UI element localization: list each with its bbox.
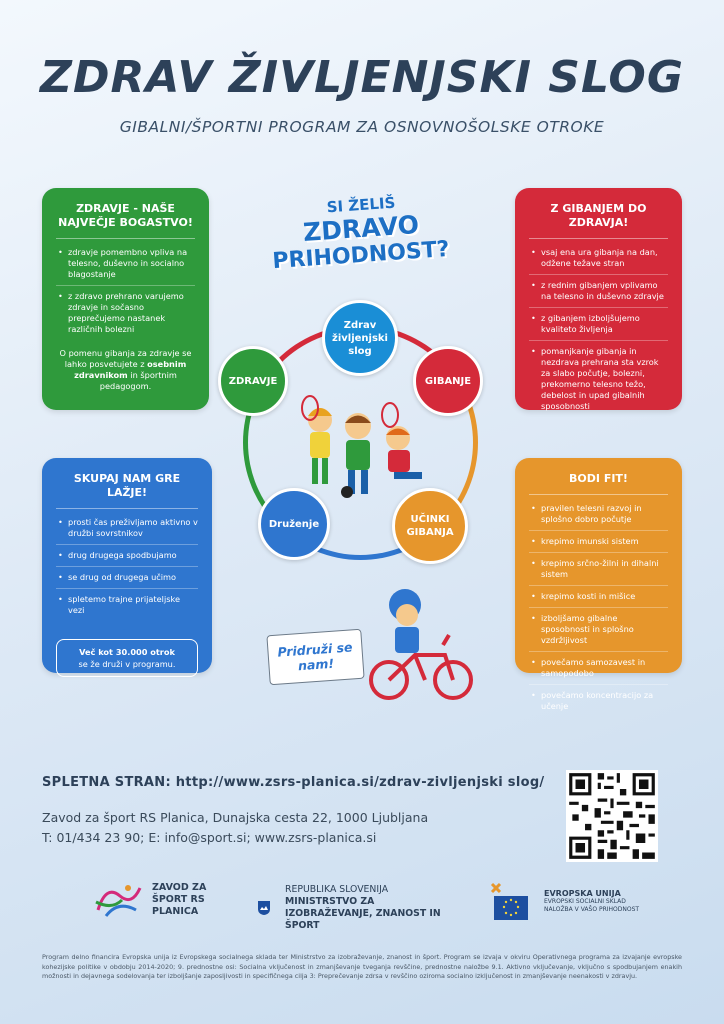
list-item: • se drug od drugega učimo [56,572,198,589]
list-item: • krepimo srčno-žilni in dihalni sistem [529,558,668,586]
playing-kids-illustration [290,390,440,505]
list-item: • izboljšamo gibalne sposobnosti in splošno vzdržljivost [529,613,668,652]
zavod-logo: ZAVOD ZA ŠPORT RS PLANICA [92,880,222,920]
list-item: • povečamo samozavest in samopodobo [529,657,668,685]
healthy-future-bubble: SI ŽELIŠ ZDRAVO PRIHODNOST? [271,193,451,275]
card-movement [515,188,682,410]
cycle-node-lifestyle: Zdrav življenjski slog [322,300,398,376]
card-movement-title: Z GIBANJEM DO ZDRAVJA! [529,202,668,239]
doctor-highlight: osebnim zdravnikom [74,359,187,380]
cycle-node-effects: UČINKI GIBANJA [392,488,468,564]
list-item: • z rednim gibanjem vplivamo na telesno in duševno zdravje [529,280,668,308]
address-block [42,808,428,848]
cycle-node-social: Druženje [258,488,330,560]
card-together-title: SKUPAJ NAM GRE LAŽJE! [56,472,198,509]
zavod-swirl-icon [92,880,144,920]
list-item: • zdravje pomembno vpliva na telesno, duševno in socialno blagostanje [56,247,195,286]
list-item: • z zdravo prehrano varujemo zdravje in sočasno preprečujemo nastanek različnih bolezni [56,291,195,340]
list-item: • pomanjkanje gibanja in nezdrava prehrana sta vzrok za slabo počutje, bolezni, prekomerno telesno težo, debelost in upad gibalnih sposobnosti [529,346,668,417]
list-item: • prosti čas preživljamo aktivno v družbi sovrstnikov [56,517,198,545]
card-fit [515,458,682,711]
list-item: • krepimo kosti in mišice [529,591,668,608]
funding-disclaimer: Program delno financira Evropska unija iz Evropskega socialnega sklada ter Ministrstvo za izobraževanje, znanost in šport. Program se izvaja v okviru Operativnega programa za izvajanje evropske kohezijske politike v obdobju 2014-2020; 9. prednostne osi: Socialna vključenost in zmanjševanje tveganja revščine, prednostne naložbe 9.1. Aktivno vključevanje, vključno s spodbujanjem enakih možnosti in dejavnega sodelovanja ter izboljšanje zaposljivosti in specifičnega cilja 3: Preprečevanje zdrsa v revščino oziroma socialno izključenost in zmanjševanje neenakosti v zdravju. [42,953,682,980]
participants-box: Več kot 30.000 otrok se že druži v programu. [56,639,198,677]
cycle-node-health: ZDRAVJE [218,346,288,416]
card-fit-title: BODI FIT! [529,472,668,495]
card-fit-list [529,503,668,717]
card-health-note: O pomenu gibanja za zdravje se lahko posvetujete z osebnim zdravnikom in športnim pedagogom. [59,348,192,391]
card-health-list [56,247,195,340]
card-together-list [56,517,198,621]
website-line: SPLETNA STRAN: http://www.zsrs-planica.si/zdrav-zivljenjski slog/ [42,775,545,790]
phone-email-line: T: 01/434 23 90; E: info@sport.si; www.zsrs-planica.si [42,830,377,845]
list-item: • vsaj ena ura gibanja na dan, odžene težave stran [529,247,668,275]
slovenia-coat-of-arms-icon [257,900,271,916]
list-item: • povečamo koncentracijo za učenje [529,690,668,717]
kid-on-bike-illustration [365,585,475,705]
list-item: • drug drugega spodbujamo [56,550,198,567]
page-title: ZDRAV ŽIVLJENJSKI SLOG [40,52,684,103]
join-us-flag: Pridruži se nam! [266,629,364,686]
card-health [42,188,209,410]
card-health-title: ZDRAVJE - NAŠE NAJVEČJE BOGASTVO! [56,202,195,239]
page-subtitle: GIBALNI/ŠPORTNI PROGRAM ZA OSNOVNOŠOLSKE OTROKE [119,118,605,136]
list-item: • spletemo trajne prijateljske vezi [56,594,198,621]
address-line: Zavod za šport RS Planica, Dunajska cesta 22, 1000 Ljubljana [42,810,429,825]
eu-flag-icon [488,880,538,924]
list-item: • z gibanjem izboljšujemo kvaliteto življenja [529,313,668,341]
eu-logo: EVROPSKA UNIJA EVROPSKI SOCIALNI SKLAD NALOŽBA V VAŠO PRIHODNOST [488,880,639,924]
card-movement-list [529,247,668,417]
cycle-node-movement: GIBANJE [413,346,483,416]
list-item: • krepimo imunski sistem [529,536,668,553]
list-item: • pravilen telesni razvoj in splošno dobro počutje [529,503,668,531]
card-together [42,458,212,673]
ministry-logo: REPUBLIKA SLOVENIJA MINISTRSTVO ZA IZOBRAŽEVANJE, ZNANOST IN ŠPORT [257,884,460,932]
qr-code-icon[interactable] [566,770,658,862]
